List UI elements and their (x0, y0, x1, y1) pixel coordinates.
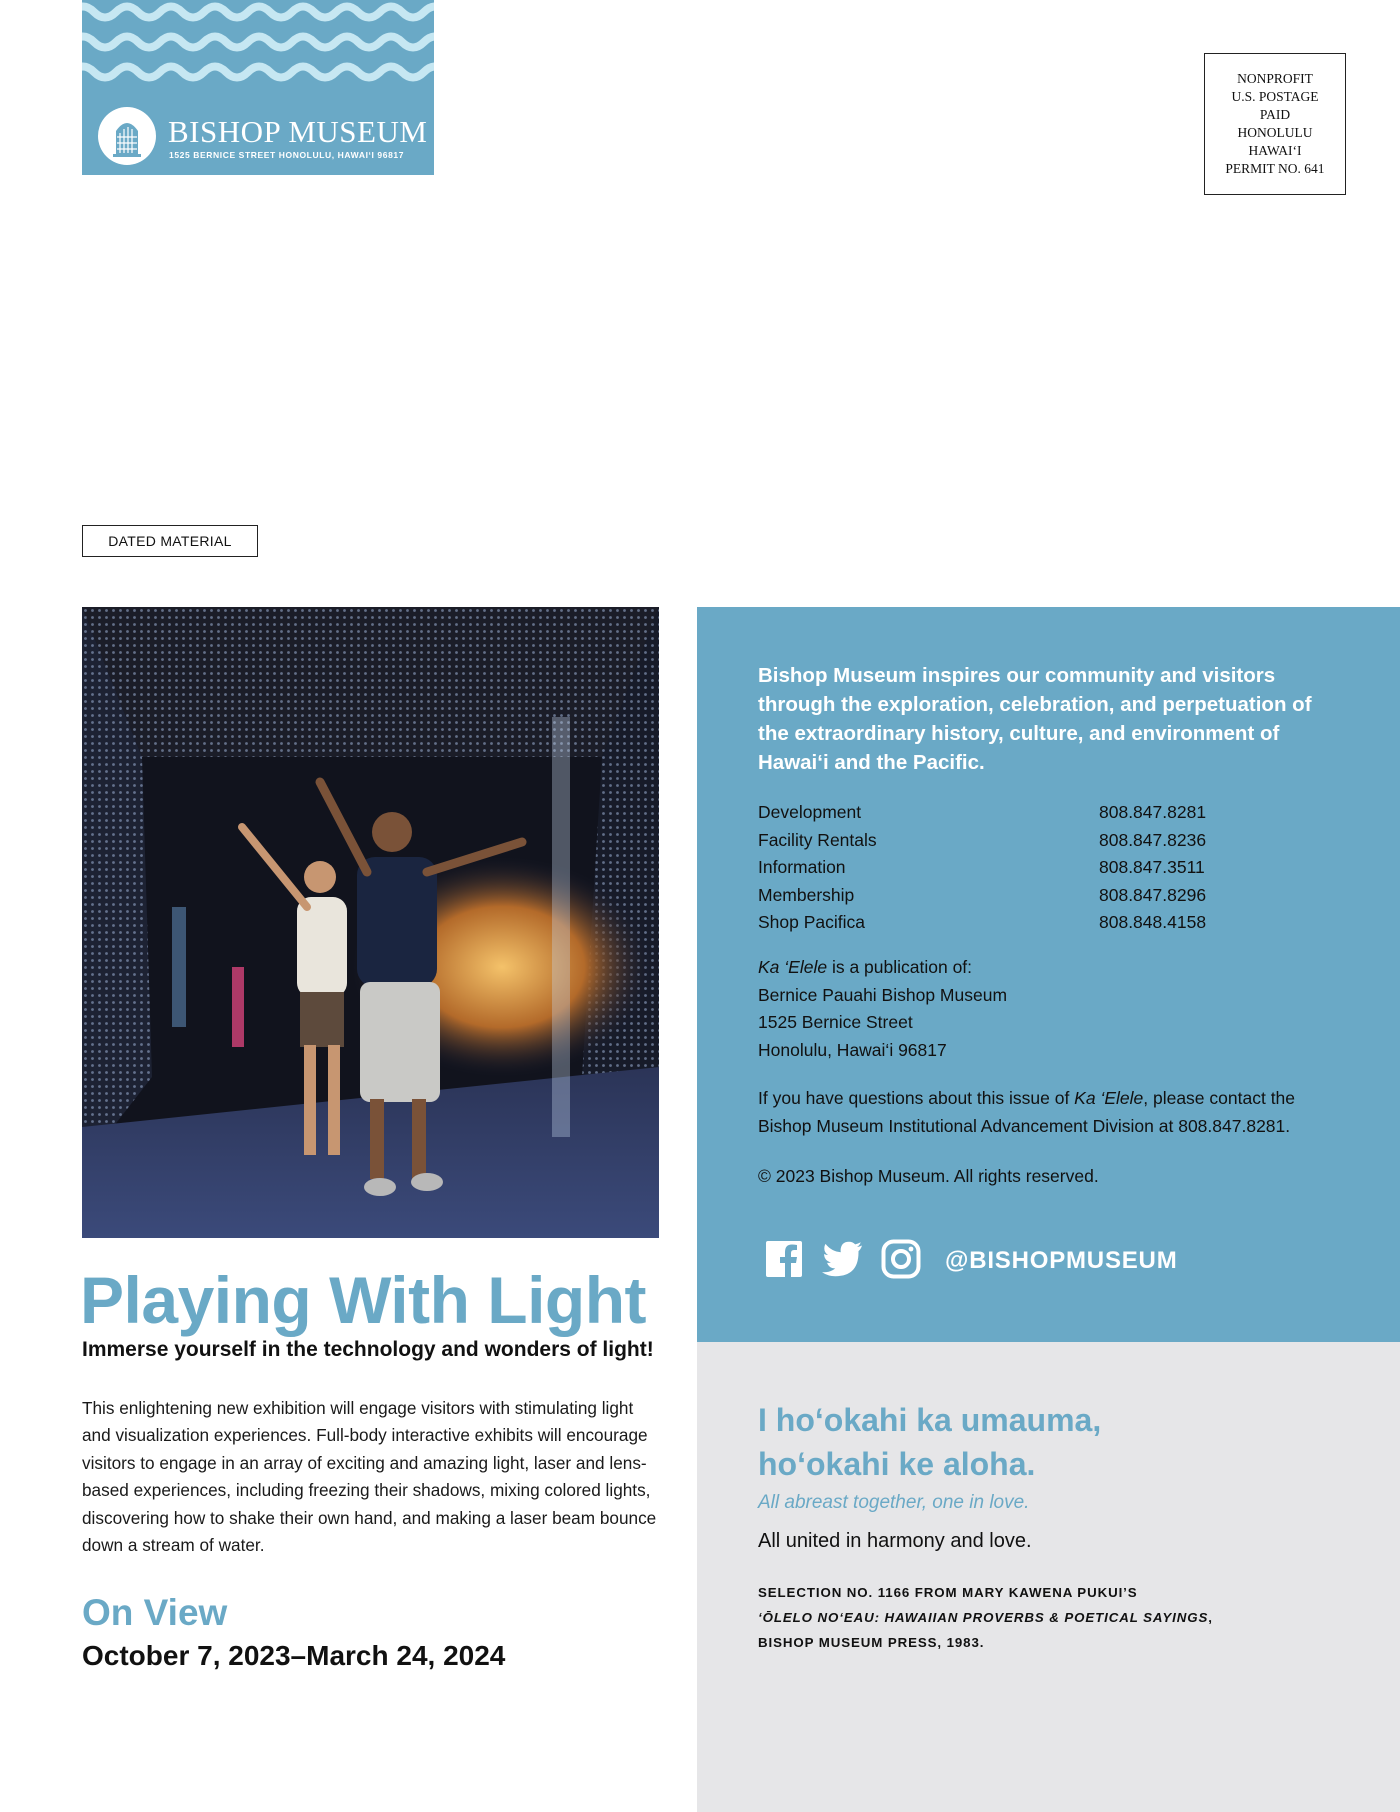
contact-phone: 808.847.8296 (1099, 884, 1207, 905)
contact-row (758, 909, 1318, 937)
proverb-line: I ho‘okahi ka umauma, (758, 1402, 1102, 1438)
contact-phone: 808.848.4158 (1099, 912, 1207, 932)
citation-book-title: ‘ŌLELO NO‘EAU: HAWAIIAN PROVERBS & POETICAL SAYINGS (758, 1610, 1209, 1625)
contact-row (758, 827, 1318, 855)
postage-line: U.S. POSTAGE (1231, 89, 1319, 104)
proverb-line: ho‘okahi ke aloha. (758, 1446, 1036, 1482)
info-panel (697, 607, 1400, 1342)
postage-indicia (1204, 53, 1346, 195)
citation-line: BISHOP MUSEUM PRESS, 1983. (758, 1635, 985, 1650)
contact-row (758, 854, 1318, 882)
instagram-icon[interactable] (881, 1239, 921, 1284)
questions-pre: If you have questions about this issue of (758, 1088, 1075, 1108)
publication-intro: is a publication of: (827, 957, 973, 977)
contact-label: Membership (758, 884, 855, 905)
postage-line: PERMIT NO. 641 (1225, 161, 1325, 176)
twitter-icon[interactable] (821, 1241, 863, 1282)
publisher-street: 1525 Bernice Street (758, 1012, 913, 1032)
contact-row (758, 882, 1318, 910)
exhibition-subtitle: Immerse yourself in the technology and wonders of light! (82, 1338, 654, 1361)
museum-emblem-icon (98, 107, 156, 165)
social-bar (765, 1239, 1177, 1283)
proverb-citation (758, 1580, 1213, 1655)
publisher-city: Honolulu, Hawai‘i 96817 (758, 1039, 947, 1060)
citation-comma: , (1208, 1610, 1213, 1625)
contact-row (758, 799, 1318, 827)
contact-list (758, 799, 1318, 937)
questions-post: , please contact the Bishop Museum Institutional Advancement Division at 808.847.8281. (758, 1088, 1296, 1136)
dated-material-label: DATED MATERIAL (82, 525, 258, 557)
social-handle[interactable]: @BISHOPMUSEUM (945, 1247, 1178, 1274)
mission-statement: Bishop Museum inspires our community and visitors through the exploration, celebration, and perpetuation of the extraordinary history, culture, and environment of Hawai‘i and the Pacific. (758, 664, 1312, 774)
contact-phone: 808.847.8281 (1099, 802, 1207, 822)
postage-line: NONPROFIT (1237, 71, 1313, 86)
contact-label: Shop Pacifica (758, 912, 866, 932)
logo-address: 1525 BERNICE STREET HONOLULU, HAWAI‘I 96817 (169, 150, 405, 160)
contact-label: Information (758, 857, 846, 877)
questions-title: Ka ‘Elele (1074, 1088, 1144, 1108)
wave-pattern (82, 0, 434, 90)
contact-questions (758, 1085, 1348, 1140)
citation-line: SELECTION NO. 1166 FROM MARY KAWENA PUKUI’S (758, 1585, 1138, 1600)
contact-phone: 808.847.3511 (1099, 857, 1205, 877)
postage-line: HAWAI‘I (1248, 143, 1302, 158)
publication-info (758, 954, 1348, 1064)
publication-title: Ka ‘Elele (758, 957, 828, 977)
hawaiian-proverb (758, 1398, 1101, 1486)
contact-label: Facility Rentals (758, 829, 877, 850)
exhibition-description: This enlightening new exhibition will engage visitors with stimulating light and visualization experiences. Full-body interactive exhibits will encourage visitors to engage in an array of exciting and amazing light, laser and lens-based experiences, including freezing their shadows, mixing colored lights, discovering how to shake their own hand, and making a laser beam bounce down a stream of water. (82, 1398, 657, 1556)
facebook-icon[interactable] (765, 1240, 803, 1283)
on-view-label: On View (82, 1592, 228, 1633)
exhibition-title: Playing With Light (80, 1263, 647, 1337)
copyright-notice: © 2023 Bishop Museum. All rights reserved. (758, 1166, 1099, 1186)
exhibit-photo (82, 607, 659, 1238)
publisher-name: Bernice Pauahi Bishop Museum (758, 984, 1008, 1005)
logo-wordmark: BISHOP MUSEUM (168, 114, 428, 149)
proverb-meaning: All united in harmony and love. (758, 1530, 1032, 1552)
postage-line: PAID (1259, 107, 1291, 122)
contact-label: Development (758, 802, 862, 822)
exhibition-dates: October 7, 2023–March 24, 2024 (82, 1640, 506, 1671)
proverb-translation: All abreast together, one in love. (758, 1492, 1030, 1513)
museum-logo (82, 0, 434, 175)
proverb-panel (697, 1342, 1400, 1812)
postage-line: HONOLULU (1237, 125, 1313, 140)
contact-phone: 808.847.8236 (1099, 829, 1207, 850)
